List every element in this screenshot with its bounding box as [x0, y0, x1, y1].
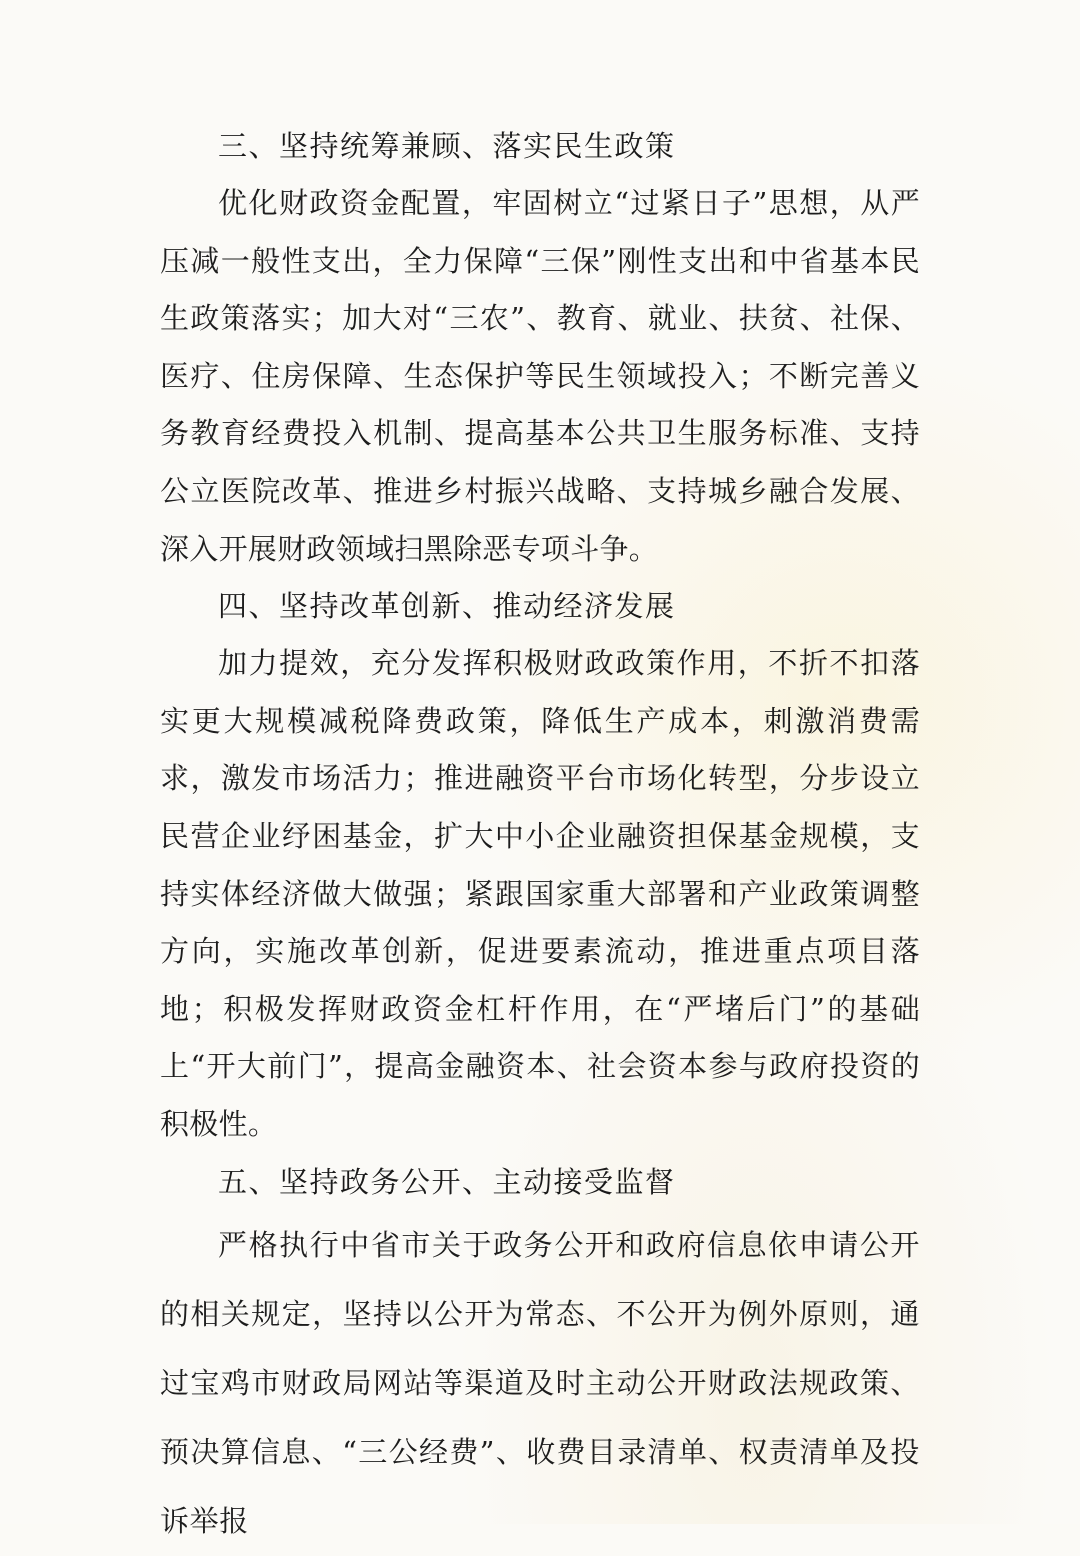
- section-4-heading: 四、坚持改革创新、推动经济发展: [218, 589, 676, 624]
- section-5-heading: 五、坚持政务公开、主动接受监督: [218, 1164, 676, 1199]
- section-4-paragraph: 加力提效，充分发挥积极财政政策作用，不折不扣落实更大规模减税降费政策，降低生产成本，刺激消费需求，激发市场活力；推进融资平台市场化转型，分步设立民营企业纾困基金，扩大中小企业融资担保基金规模，支持实体经济做大做强；紧跟国家重大部署和产业政策调整方向，实施改革创新，促进要素流动，推进重点项目落地；积极发挥财政资金杠杆作用，在“严堵后门”的基础上“开大前门”，提高金融资本、社会资本参与政府投资的积极性。: [160, 646, 920, 1141]
- section-3-paragraph: 优化财政资金配置，牢固树立“过紧日子”思想，从严压减一般性支出，全力保障“三保”刚性支出和中省基本民生政策落实；加大对“三农”、教育、就业、扶贫、社保、医疗、住房保障、生态保护等民生领域投入；不断完善义务教育经费投入机制、提高基本公共卫生服务标准、支持公立医院改革、推进乡村振兴战略、支持城乡融合发展、深入开展财政领域扫黑除恶专项斗争。: [160, 186, 920, 566]
- document-body: [160, 118, 920, 1556]
- section-5-paragraph: 严格执行中省市关于政务公开和政府信息依申请公开的相关规定，坚持以公开为常态、不公开为例外原则，通过宝鸡市财政局网站等渠道及时主动公开财政法规政策、预决算信息、“三公经费”、收费目录清单、权责清单及投诉举报: [160, 1227, 920, 1538]
- section-3-heading: 三、坚持统筹兼顾、落实民生政策: [218, 129, 676, 163]
